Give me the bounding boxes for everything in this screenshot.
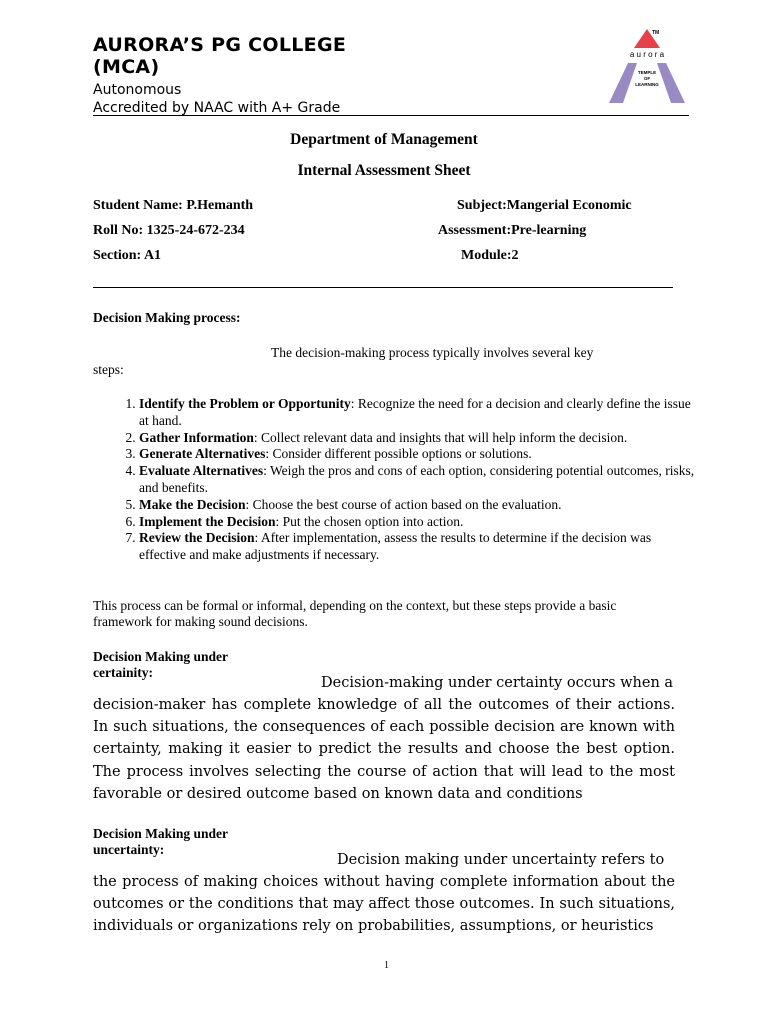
page-number: 1 — [384, 960, 389, 971]
process-summary: This process can be formal or informal, depending on the context, but these steps provide a basic framework for making sound decisions. — [93, 598, 617, 629]
section-divider — [93, 287, 673, 288]
step-text: : Weigh the pros and cons of each option, considering potential outcomes, risks, and benefits. — [139, 463, 695, 495]
header-divider — [93, 115, 689, 116]
logo-tm: TM — [652, 30, 660, 36]
roll-number: Roll No: 1325-24-672-234 — [93, 223, 245, 238]
list-item — [139, 497, 699, 514]
step-text: : Consider different possible options or solutions. — [265, 446, 532, 462]
step-title: Evaluate Alternatives — [139, 463, 264, 479]
step-text: : After implementation, assess the results to determine if the decision was effective and make adjustments if necessary. — [139, 530, 652, 563]
step-title: Gather Information — [139, 429, 254, 445]
certainty-first-line: Decision-making under certainty occurs when a — [321, 675, 674, 691]
module: Module:2 — [461, 248, 519, 263]
accreditation-label: Accredited by NAAC with A+ Grade — [93, 100, 341, 116]
list-item — [139, 396, 699, 430]
logo-line-1: TEMPLE — [637, 70, 657, 75]
uncertainty-heading: Decision Making under uncertainty: — [93, 826, 228, 857]
step-title: Generate Alternatives — [139, 446, 266, 462]
subject: Subject:Mangerial Economic — [457, 198, 632, 213]
sheet-title: Internal Assessment Sheet — [297, 162, 471, 179]
list-item — [139, 530, 699, 564]
process-intro-cont: steps: — [93, 362, 124, 377]
step-text: : Recognize the need for a decision and clearly define the issue at hand. — [139, 396, 691, 428]
certainty-body: decision-maker has complete knowledge of all the outcomes of their actions. In such situations, the consequences of each possible decision are known with certainty, making it easier to predict the results and choose the best option. The process involves selecting the course of action that will lead to the most favorable or desired outcome based on known data and conditions — [93, 697, 675, 802]
step-title: Review the Decision — [139, 530, 255, 546]
aurora-logo — [604, 26, 690, 106]
process-heading: Decision Making process: — [93, 310, 241, 325]
college-info — [93, 81, 340, 117]
uncertainty-first-line: Decision making under uncertainty refers to — [337, 852, 665, 868]
college-name: AURORA’S PG COLLEGE (MCA) — [93, 34, 347, 78]
step-text: : Choose the best course of action based on the evaluation. — [245, 496, 562, 512]
step-text: : Put the chosen option into action. — [275, 513, 464, 529]
logo-line-3: LEARNING — [635, 82, 659, 87]
autonomous-label: Autonomous — [93, 82, 182, 98]
list-item — [139, 514, 699, 531]
certainty-heading: Decision Making under certainity: — [93, 649, 228, 680]
list-item — [139, 463, 699, 497]
step-text: : Collect relevant data and insights that will help inform the decision. — [253, 429, 628, 445]
logo-left-leg — [609, 63, 637, 103]
step-title: Identify the Problem or Opportunity — [139, 396, 351, 411]
department-title: Department of Management — [290, 131, 478, 148]
step-title: Implement the Decision — [139, 513, 276, 529]
process-steps-list — [93, 396, 699, 564]
logo-line-2: OF — [643, 76, 651, 81]
list-item — [139, 446, 699, 463]
logo-right-leg — [657, 63, 685, 103]
assessment: Assessment:Pre-learning — [438, 223, 587, 238]
process-intro: The decision-making process typically involves several key — [271, 345, 594, 360]
list-item — [139, 430, 699, 447]
logo-wordmark: a u r o r a — [629, 50, 665, 59]
section: Section: A1 — [93, 248, 162, 263]
step-title: Make the Decision — [139, 496, 246, 512]
student-name: Student Name: P.Hemanth — [93, 198, 254, 213]
uncertainty-body: the process of making choices without having complete information about the outcomes or the conditions that may affect those outcomes. In such situations, individuals or organizations rely on probabilities, assumptions, or heuristics — [93, 874, 675, 935]
